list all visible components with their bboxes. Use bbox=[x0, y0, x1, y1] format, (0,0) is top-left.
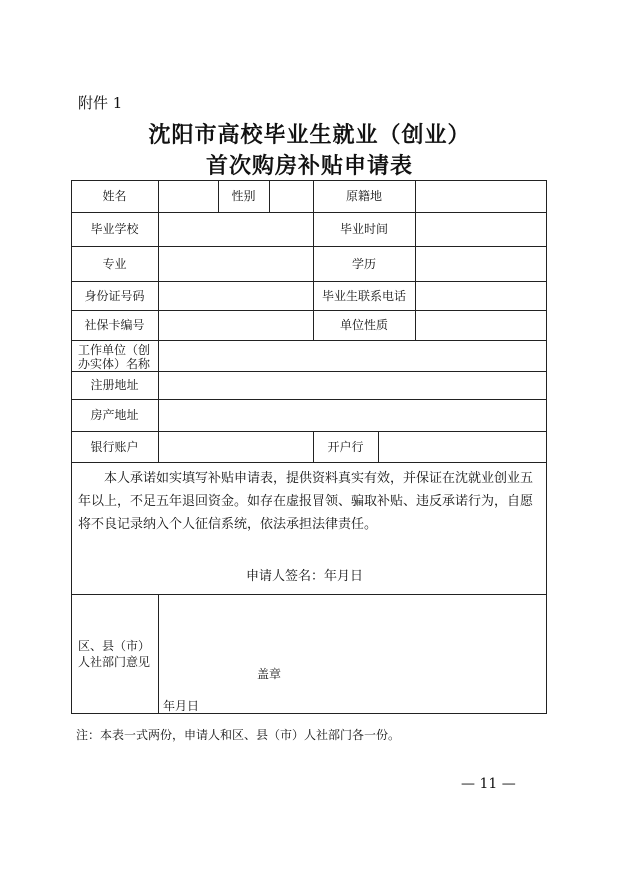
major-label: 专业 bbox=[102, 257, 127, 271]
signature-line: 申请人签名：年月日 bbox=[246, 569, 364, 584]
bank-account-field[interactable] bbox=[159, 432, 312, 461]
phone-field[interactable] bbox=[416, 282, 546, 309]
grad-time-label: 毕业时间 bbox=[339, 222, 388, 236]
footer-note: 注：本表一式两份，申请人和区、县（市）人社部门各一份。 bbox=[76, 728, 401, 742]
employer-label-line2: 办实体）名称 bbox=[78, 357, 151, 371]
unit-type-field[interactable] bbox=[416, 311, 546, 339]
reg-address-label: 注册地址 bbox=[90, 378, 139, 392]
dept-opinion-line2: 人社部门意见 bbox=[78, 655, 151, 669]
origin-label: 原籍地 bbox=[345, 189, 382, 203]
page-number: — 11 — bbox=[461, 776, 516, 792]
id-number-label: 身份证号码 bbox=[84, 289, 145, 303]
employer-label-line1: 工作单位（创 bbox=[78, 343, 151, 357]
id-number-field[interactable] bbox=[159, 282, 312, 309]
social-card-field[interactable] bbox=[159, 311, 312, 339]
row-divider bbox=[71, 462, 547, 463]
dept-opinion-line1: 区、县（市） bbox=[78, 639, 151, 653]
education-field[interactable] bbox=[416, 247, 546, 280]
gender-label: 性别 bbox=[231, 189, 256, 203]
unit-type-label: 单位性质 bbox=[339, 318, 388, 332]
phone-label: 毕业生联系电话 bbox=[321, 289, 406, 303]
major-field[interactable] bbox=[159, 247, 312, 280]
dept-opinion-field[interactable] bbox=[159, 595, 546, 713]
reg-address-field[interactable] bbox=[159, 372, 546, 398]
employer-field[interactable] bbox=[159, 341, 546, 370]
school-field[interactable] bbox=[159, 213, 312, 245]
attachment-label: 附件 1 bbox=[78, 94, 123, 112]
property-address-label: 房产地址 bbox=[90, 408, 139, 422]
pledge-text: 本人承诺如实填写补贴申请表，提供资料真实有效，并保证在沈就业创业五年以上，不足五年退回资金。如存在虚报冒领、骗取补贴、违反承诺行为，自愿将不良记录纳入个人征信系统，依法承担法律责任。 bbox=[78, 471, 534, 532]
gender-field[interactable] bbox=[270, 181, 312, 211]
bank-account-label: 银行账户 bbox=[90, 440, 139, 454]
origin-field[interactable] bbox=[416, 181, 546, 211]
name-label: 姓名 bbox=[102, 189, 127, 203]
form-title-line1: 沈阳市高校毕业生就业（创业） bbox=[148, 122, 471, 148]
name-field[interactable] bbox=[159, 181, 217, 211]
school-label: 毕业学校 bbox=[90, 222, 139, 236]
property-address-field[interactable] bbox=[159, 400, 546, 430]
bank-field[interactable] bbox=[379, 432, 546, 461]
social-card-label: 社保卡编号 bbox=[84, 318, 145, 332]
bank-label: 开户行 bbox=[327, 440, 364, 454]
dept-opinion-label bbox=[78, 638, 158, 670]
education-label: 学历 bbox=[351, 257, 376, 271]
form-title-line2: 首次购房补贴申请表 bbox=[205, 153, 413, 179]
seal-label: 盖章 bbox=[257, 667, 282, 681]
date-label: 年月日 bbox=[163, 699, 200, 713]
grad-time-field[interactable] bbox=[416, 213, 546, 245]
